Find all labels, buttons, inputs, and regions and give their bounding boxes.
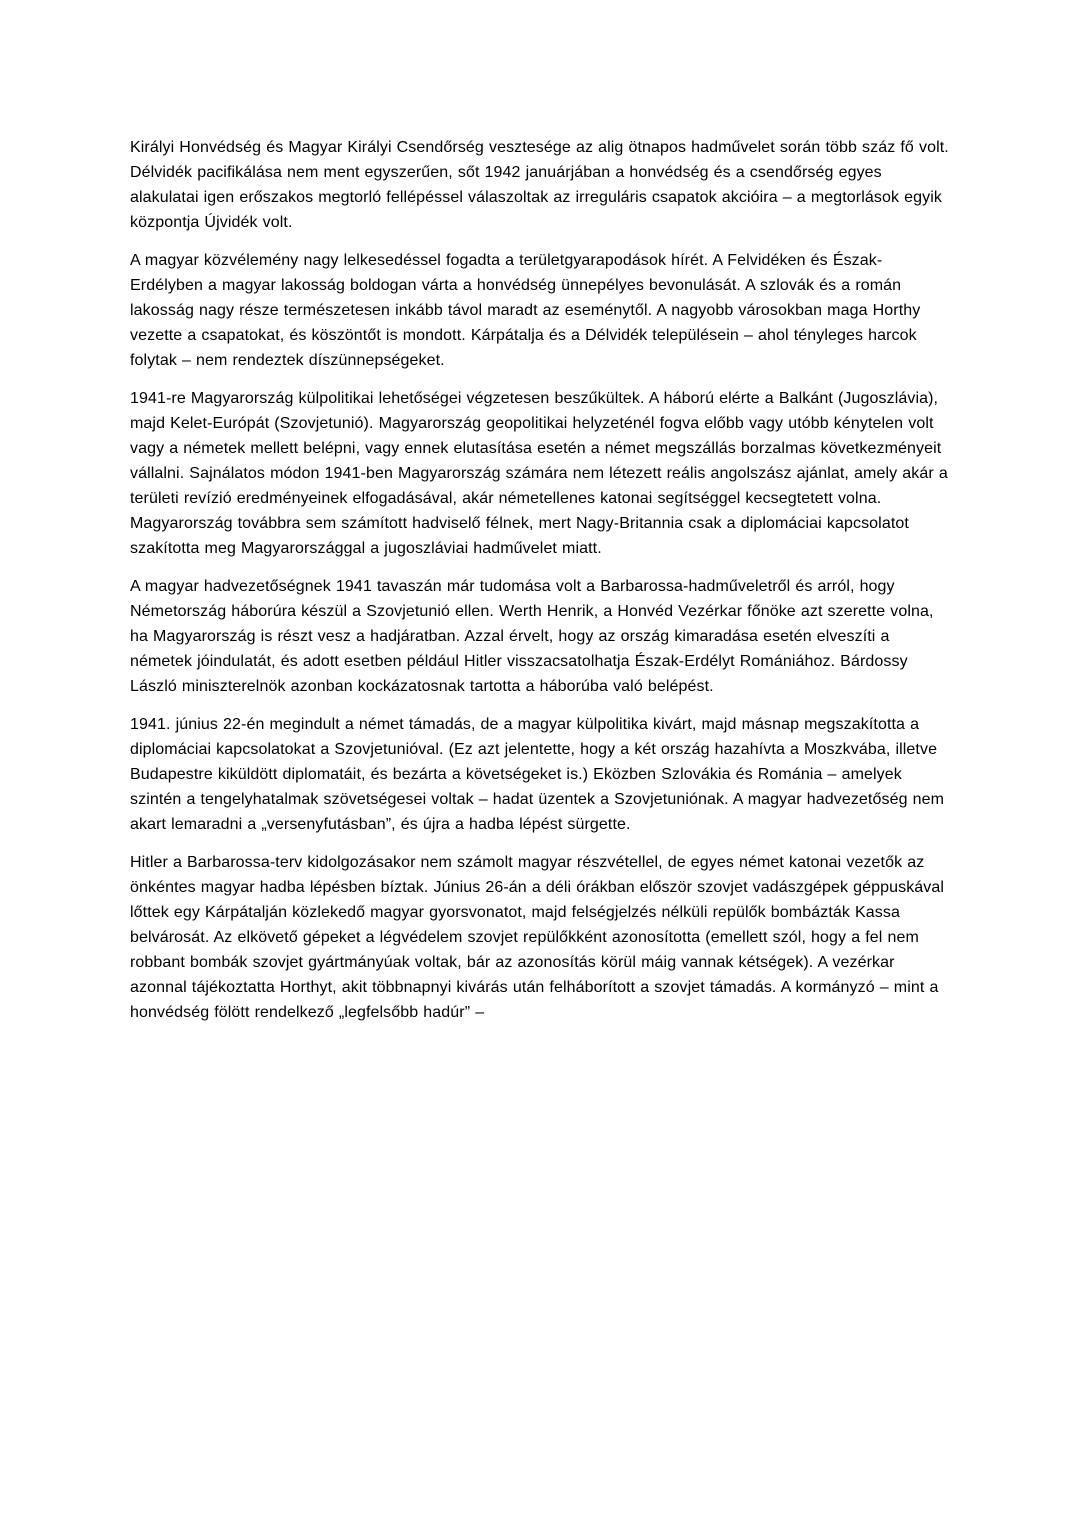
document-content [130,135,950,1025]
paragraph: 1941. június 22-én megindult a német támadás, de a magyar külpolitika kivárt, majd másnap megszakította a diplomáciai kapcsolatokat a Szovjetunióval. (Ez azt jelentette, hogy a két ország hazahívta a Moszkvába, illetve Budapestre kiküldött diplomatáit, és bezárta a követségeket is.) Eközben Szlovákia és Románia – amelyek szintén a tengelyhatalmak szövetségesei voltak – hadat üzentek a Szovjetuniónak. A magyar hadvezetőség nem akart lemaradni a „versenyfutásban”, és újra a hadba lépést sürgette. [130,716,945,833]
paragraph: A magyar közvélemény nagy lelkesedéssel fogadta a területgyarapodások hírét. A Felvidéken és Észak-Erdélyben a magyar lakosság boldogan várta a honvédség ünnepélyes bevonulását. A szlovák és a román lakosság nagy része természetesen inkább távol maradt az eseménytől. A nagyobb városokban maga Horthy vezette a csapatokat, és köszöntőt is mondott. Kárpátalja és a Délvidék településein – ahol tényleges harcok folytak – nem rendeztek díszünnepségeket. [130,252,921,369]
paragraph: A magyar hadvezetőségnek 1941 tavaszán már tudomása volt a Barbarossa-hadműveletről és arról, hogy Németország háborúra készül a Szovjetunió ellen. Werth Henrik, a Honvéd Vezérkar főnöke azt szerette volna, ha Magyarország is részt vesz a hadjáratban. Azzal érvelt, hogy az ország kimaradása esetén elveszíti a németek jóindulatát, és adott esetben például Hitler visszacsatolhatja Észak-Erdélyt Romániához. Bárdossy László miniszterelnök azonban kockázatosnak tartotta a háborúba való belépést. [130,578,934,695]
paragraph: 1941-re Magyarország külpolitikai lehetőségei végzetesen beszűkültek. A háború elérte a Balkánt (Jugoszlávia), majd Kelet-Európát (Szovjetunió). Magyarország geopolitikai helyzeténél fogva előbb vagy utóbb kénytelen volt vagy a németek mellett belépni, vagy ennek elutasítása esetén a német megszállás borzalmas következményeit vállalni. Sajnálatos módon 1941-ben Magyarország számára nem létezett reális angolszász ajánlat, amely akár a területi revízió eredményeinek elfogadásával, akár németellenes katonai segítséggel kecsegtetett volna. Magyarország továbbra sem számított hadviselő félnek, mert Nagy-Britannia csak a diplomáciai kapcsolatot szakította meg Magyarországgal a jugoszláviai hadművelet miatt. [130,390,948,557]
paragraph: Királyi Honvédség és Magyar Királyi Csendőrség vesztesége az alig ötnapos hadművelet során több száz fő volt. Délvidék pacifikálása nem ment egyszerűen, sőt 1942 januárjában a honvédség és a csendőrség egyes alakulatai igen erőszakos megtorló fellépéssel válaszoltak az irreguláris csapatok akcióira – a megtorlások egyik központja Újvidék volt. [130,139,949,231]
paragraph: Hitler a Barbarossa-terv kidolgozásakor nem számolt magyar részvétellel, de egyes német katonai vezetők az önkéntes magyar hadba lépésben bíztak. Június 26-án a déli órákban először szovjet vadászgépek géppuskával lőttek egy Kárpátalján közlekedő magyar gyorsvonatot, majd felségjelzés nélküli repülők bombázták Kassa belvárosát. Az elkövető gépeket a légvédelem szovjet repülőkként azonosította (emellett szól, hogy a fel nem robbant bombák szovjet gyártmányúak voltak, bár az azonosítás körül máig vannak kétségek). A vezérkar azonnal tájékoztatta Horthyt, akit többnapnyi kivárás után felháborított a szovjet támadás. A kormányzó – mint a honvédség fölött rendelkező „legfelsőbb hadúr” – [130,854,945,1021]
